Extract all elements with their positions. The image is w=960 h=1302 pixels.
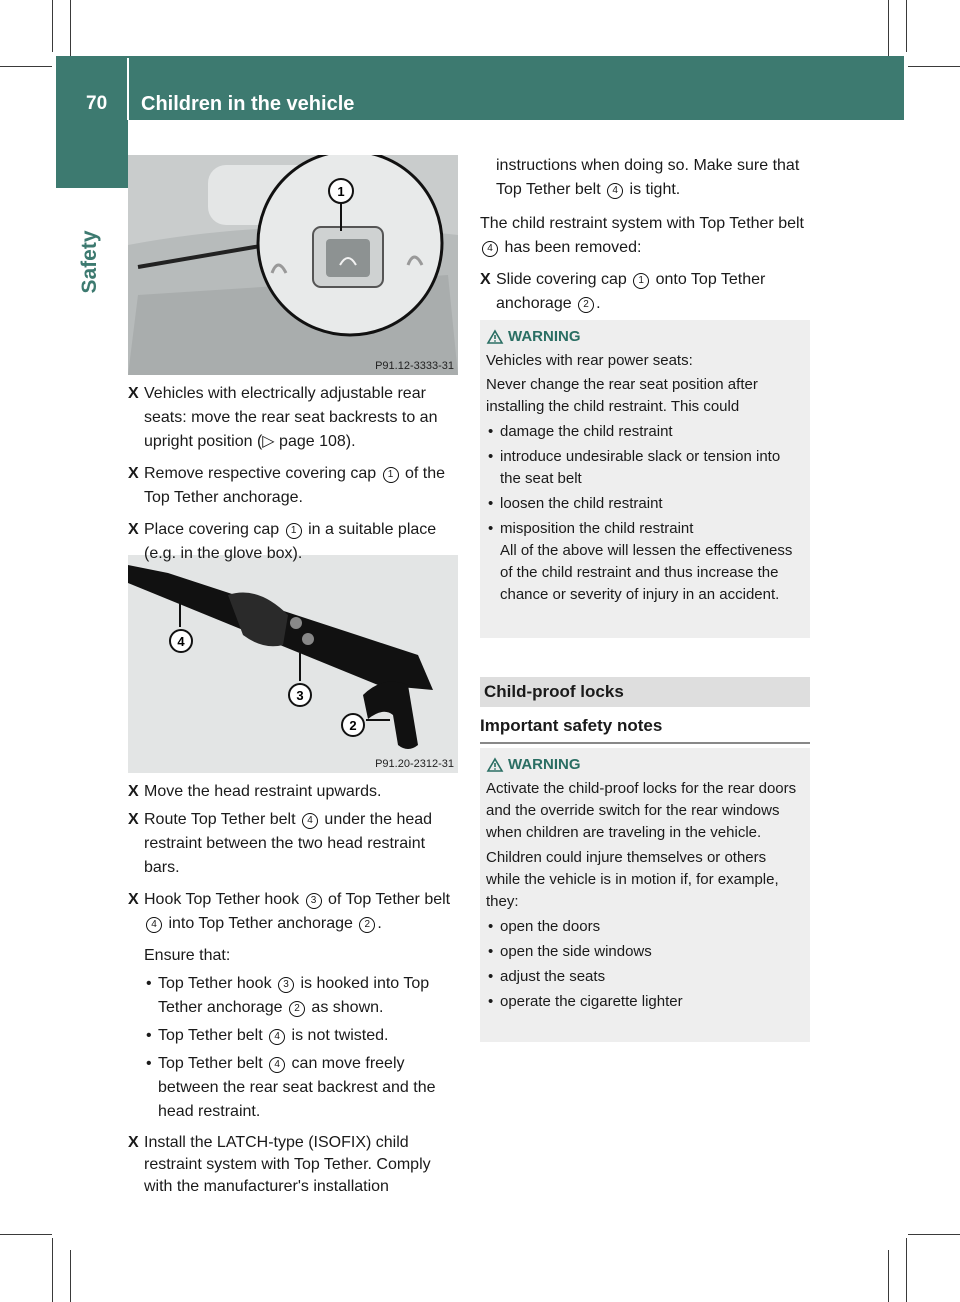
page-link[interactable]: page 108	[279, 433, 346, 450]
check-item: • Top Tether belt 4 is not twisted.	[146, 1027, 389, 1044]
top-tether-illustration	[128, 555, 458, 773]
check-item: • Top Tether belt 4 can move freely between the rear seat backrest and the head restraint.	[146, 1055, 436, 1120]
subsection-heading: Important safety notes	[480, 716, 810, 744]
instruction-step: X Place covering cap 1 in a suitable place (e.g. in the glove box).	[128, 521, 437, 562]
crop-mark	[0, 1234, 52, 1235]
warning-item: • introduce undesirable slack or tension into the seat belt	[488, 448, 781, 487]
warning-text: Never change the rear seat position after installing the child restraint. This could	[486, 376, 758, 415]
section-tab: Safety	[78, 230, 101, 294]
warning-box-rear-seats	[480, 320, 810, 638]
crop-mark	[888, 0, 889, 60]
removed-text: The child restraint system with Top Tether belt 4 has been removed:	[480, 215, 804, 256]
ensure-label: Ensure that:	[144, 947, 231, 964]
warning-heading	[486, 754, 804, 776]
left-column-steps-b	[128, 780, 460, 1206]
crop-mark	[908, 66, 960, 67]
crop-mark	[70, 0, 71, 60]
page-title: Children in the vehicle	[141, 93, 355, 115]
header-separator	[127, 58, 129, 120]
crop-mark	[888, 1250, 889, 1302]
instruction-step: X Remove respective covering cap 1 of the Top Tether anchorage.	[128, 465, 446, 506]
warning-box-child-locks	[480, 748, 810, 1042]
instruction-step: X Install the LATCH-type (ISOFIX) child restraint system with Top Tether. Comply with the manufacturer's installation	[128, 1134, 431, 1195]
seat-anchorage-illustration	[128, 155, 458, 375]
warning-icon	[486, 329, 504, 345]
figure-reference: P91.20-2312-31	[375, 758, 454, 770]
warning-item: • adjust the seats	[488, 968, 606, 985]
instruction-step: X Route Top Tether belt 4 under the head restraint between the two head restraint bars.	[128, 811, 433, 876]
instruction-step: X Move the head restraint upwards.	[128, 783, 382, 800]
warning-item: • loosen the child restraint	[488, 495, 663, 512]
instruction-step: X Hook Top Tether hook 3 of Top Tether belt 4 into Top Tether anchorage 2 . Ensure that: • Top Tether hook 3 is hooked into Top Tether anchorage 2 as shown. • Top Tether belt 4 is not twisted. • Top Tether belt 4 can move freely between the rear seat backrest and the head restraint.	[128, 888, 460, 1124]
page-number: 70	[86, 93, 108, 114]
figure-callout: 3	[296, 688, 304, 703]
warning-item: • open the side windows	[488, 943, 652, 960]
warning-title: WARNING	[508, 328, 581, 345]
warning-item: • operate the cigarette lighter	[488, 993, 683, 1010]
crop-mark	[908, 1234, 960, 1235]
warning-item: • open the doors	[488, 918, 601, 935]
section-heading: Child-proof locks	[480, 677, 810, 707]
warning-icon	[486, 757, 504, 773]
crop-mark	[0, 66, 52, 67]
figure-reference: P91.12-3333-31	[375, 360, 454, 372]
crop-mark	[70, 1250, 71, 1302]
figure-callout: 4	[177, 634, 185, 649]
warning-text: Children could injure themselves or others while the vehicle is in motion if, for example, they:	[486, 849, 779, 910]
crop-mark	[52, 1238, 53, 1302]
crop-mark	[906, 1238, 907, 1302]
crop-mark	[906, 0, 907, 52]
figure-top-tether	[128, 555, 458, 773]
check-item: • Top Tether hook 3 is hooked into Top Tether anchorage 2 as shown.	[146, 975, 430, 1016]
figure-callout: 1	[337, 184, 345, 199]
figure-callout: 2	[349, 718, 357, 733]
instruction-step: X Slide covering cap 1 onto Top Tether anchorage 2 .	[480, 271, 766, 312]
warning-text: Activate the child-proof locks for the rear doors and the override switch for the rear windows when children are traveling in the vehicle.	[486, 780, 797, 841]
warning-item: • damage the child restraint	[488, 423, 673, 440]
figure-seat-anchorage	[128, 155, 458, 375]
warning-heading	[486, 326, 804, 348]
warning-note: All of the above will lessen the effectiveness of the child restraint and thus increase the chance or severity of injury in an accident.	[500, 542, 793, 603]
left-column-steps-a	[128, 382, 460, 574]
warning-item: • misposition the child restraint	[488, 520, 694, 537]
warning-text: Vehicles with rear power seats:	[486, 352, 693, 369]
right-column-steps	[480, 154, 813, 324]
instruction-step: X Vehicles with electrically adjustable rear seats: move the rear seat backrests to an upright position (▷ page 108).	[128, 385, 438, 450]
side-block	[56, 120, 128, 188]
crop-mark	[52, 0, 53, 52]
warning-title: WARNING	[508, 756, 581, 773]
continued-text: instructions when doing so. Make sure that Top Tether belt 4 is tight.	[496, 157, 800, 198]
